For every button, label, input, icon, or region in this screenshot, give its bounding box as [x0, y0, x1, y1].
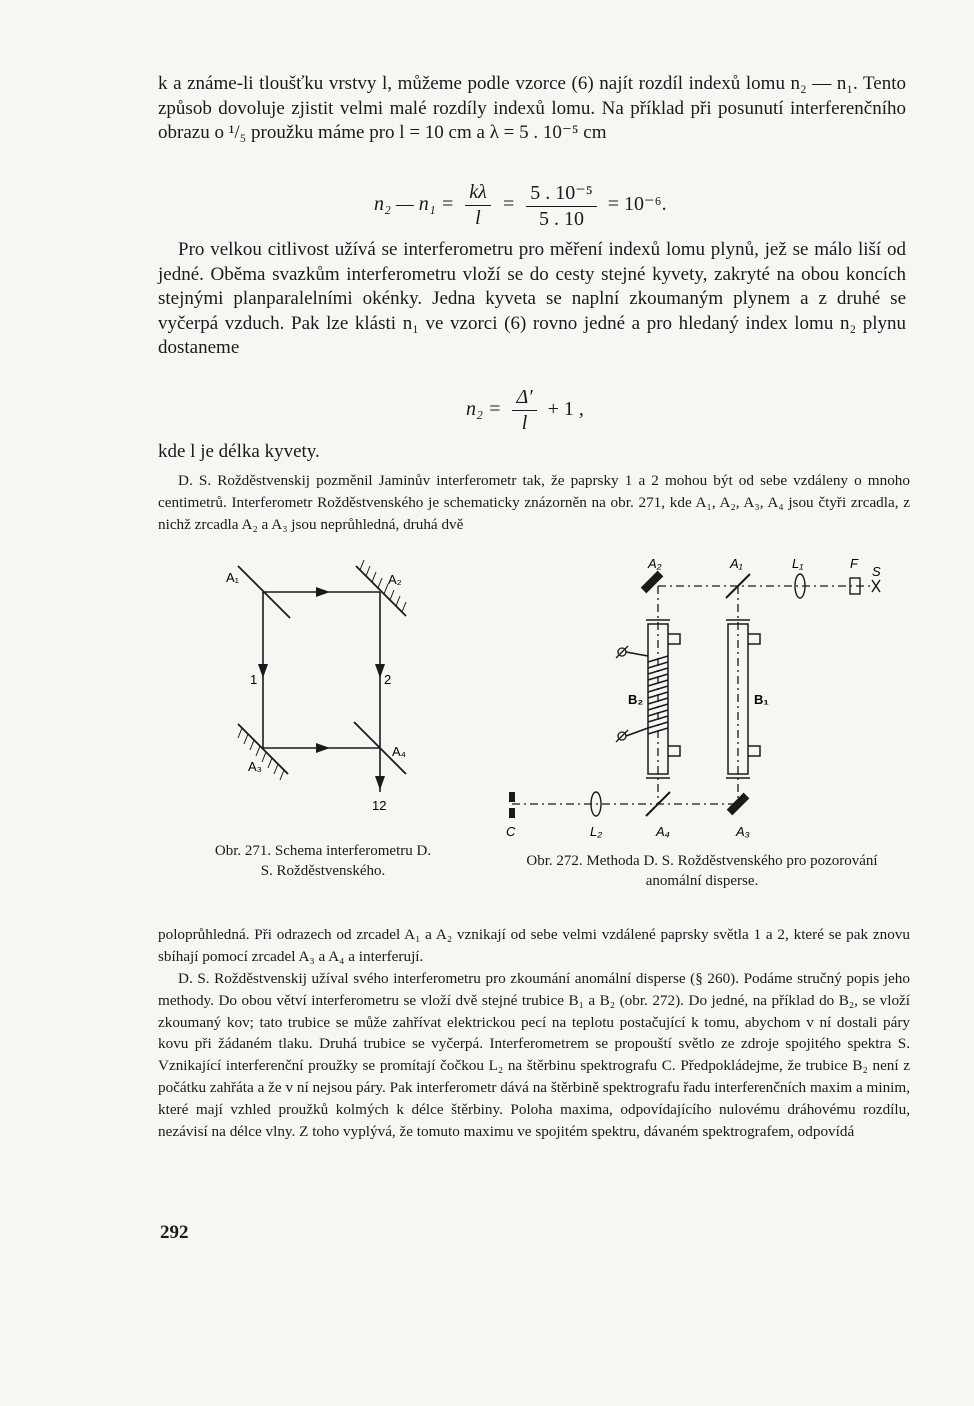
formula-2-right: + 1 ,	[547, 398, 584, 421]
formula-2-fraction	[512, 386, 536, 435]
paragraph-3: kde l je délka kyvety.	[158, 441, 320, 462]
formula-2-denominator: l	[521, 412, 528, 434]
mirror-a2	[641, 571, 664, 594]
label-output: 12	[372, 798, 387, 813]
label-a4: A₄	[656, 824, 670, 839]
paragraph-2: Pro velkou citlivost užívá se interferometru pro měření indexů lomu plynů, jež se málo liší od jedné. Oběma svazkům interferometru vloží se do cesty stejné kyvety, zakryté na obou koncích stejnými planparalelními okénky. Jedna kyveta se naplní zkoumaným plynem a z druhé se vyčerpá vzduch. Pak lze klásti n₁ ve vzorci (6) rovno jedné a pro hledaný index lomu n₂ plynu dostaneme	[158, 239, 906, 359]
paragraph-4: D. S. Rožděstvenskij pozměnil Jaminův interferometr tak, že paprsky 1 a 2 mohou být od sebe vzdáleny o mnoho centimetrů. Interferometr Rožděstvenského je schematicky znázorněn na obr. 271, kde A₁, A₂, A₃, A₄ jsou čtyři zrcadla, z nichž zrcadla A₂ a A₃ jsou neprůhledná, druhá dvě	[158, 472, 910, 533]
mirror-a1	[726, 574, 750, 598]
figure-271-beams	[263, 592, 380, 792]
formula-1-fraction-1-denominator: l	[475, 207, 481, 229]
slit-c-upper	[509, 792, 515, 802]
formula-1-right: = 10⁻⁶.	[607, 193, 667, 216]
label-a3: A₃	[736, 824, 750, 839]
paragraph-5: poloprůhledná. Při odrazech od zrcadel A₁ a A₂ vznikají od sebe velmi vzdálené paprsky světla 1 a 2, které se pak znovu sbíhají pomocí zrcadel A₃ a A₄ a interferují.	[158, 926, 910, 965]
label-s: S	[872, 564, 881, 579]
formula-1-left: n₂ — n₁ =	[374, 193, 455, 216]
arrow-bottom	[316, 743, 330, 753]
formula-1-fraction-2	[526, 180, 597, 231]
coil-lead-bottom	[626, 728, 648, 736]
paragraph-1: k a známe-li tloušťku vrstvy l, můžeme podle vzorce (6) najít rozdíl indexů lomu n₂ — n₁. Tento způsob dovoluje zjistit velmi malé rozdíly indexů lomu. Na příklad při posunutí interferenčního obrazu o ¹/₅ proužku máme pro l = 10 cm a λ = 5 . 10⁻⁵ cm	[158, 73, 906, 144]
label-beam-2: 2	[384, 672, 392, 687]
label-c: C	[506, 824, 516, 839]
figure-272-caption: Obr. 272. Methoda D. S. Rožděstvenského pro pozorování anomální disperse.	[526, 853, 878, 889]
label-f: F	[850, 556, 858, 571]
page-number: 292	[160, 1222, 189, 1243]
mirror-a4	[646, 792, 670, 816]
arrow-top	[316, 587, 330, 597]
arrow-output	[375, 776, 385, 790]
label-beam-1: 1	[250, 672, 258, 687]
arrow-beam-1	[258, 664, 268, 678]
label-a2: A₂	[388, 572, 402, 587]
figure-271-arrows	[258, 587, 385, 790]
label-a3: A₃	[248, 759, 262, 774]
source-s	[872, 580, 880, 592]
figure-272-beams	[512, 586, 870, 804]
figure-271-caption: Obr. 271. Schema interferometru D. S. Rožděstvenského.	[214, 843, 432, 879]
slit-c-lower	[509, 808, 515, 818]
formula-1-equals: =	[501, 193, 516, 216]
tube-b1-port-bottom	[748, 746, 760, 756]
tube-b2-port-bottom	[668, 746, 680, 756]
formula-1-fraction-1-numerator: kλ	[465, 181, 491, 206]
figure-272-diagram	[498, 552, 898, 842]
formula-2-left: n₂ =	[466, 398, 502, 421]
label-a1: A₁	[730, 556, 743, 571]
label-b2: B₂	[628, 692, 644, 707]
formula-refractive-difference	[374, 180, 667, 231]
formula-1-fraction-2-numerator: 5 . 10⁻⁵	[526, 180, 597, 207]
formula-refractive-index	[466, 386, 584, 435]
label-a1: A₁	[226, 570, 240, 585]
coil-terminals	[616, 646, 628, 742]
label-l1: L₁	[792, 556, 804, 571]
paragraph-6: D. S. Rožděstvenskij užíval svého interferometru pro zkoumání anomální disperse (§ 260). Podáme stručný popis jeho methody. Do obou větví interferometru se vloží dvě stejné trubice B₁ a B₂ (obr. 272). Do jedné, na příklad do B₂, se vloží zkoumaný kov; tato trubice se může zahřívat elektrickou pecí na teplotu postačující k tomu, abychom v ní dostali páry kovu při žádaném tlaku. Druhá trubice se vyčerpá. Interferometrem se propouští světlo ze zdroje spojitého spektra S. Vznikající interferenční proužky se promítají čočkou L₂ na štěrbinu spektrografu C. Předpokládejme, že trubice B₂ není z počátku zahřáta a že v ní nejsou páry. Pak interferometr dává na štěrbině spektrografu řadu interferenčních maxim a minim, které mají vzhled proužků kolmých k délce štěrbiny. Poloha maxima, odpovídajícího nulovému dráhovému rozdílu, nezávisí na délce vlny. Z toho vyplývá, že tomuto maximu ve spojitém spektru, dávaném spektrografem, odpovídá	[158, 970, 910, 1140]
label-b1: B₁	[754, 692, 769, 707]
label-a4: A₄	[392, 744, 406, 759]
tube-b1-port-top	[748, 634, 760, 644]
formula-1-fraction-2-denominator: 5 . 10	[539, 208, 584, 230]
label-l2: L₂	[590, 824, 603, 839]
tube-b2-port-top	[668, 634, 680, 644]
coil-lead-top	[626, 652, 648, 656]
figure-271-diagram	[220, 556, 430, 816]
formula-2-numerator: Δ′	[512, 386, 536, 411]
formula-1-fraction-1	[465, 181, 491, 230]
label-a2: A₂	[648, 556, 662, 571]
